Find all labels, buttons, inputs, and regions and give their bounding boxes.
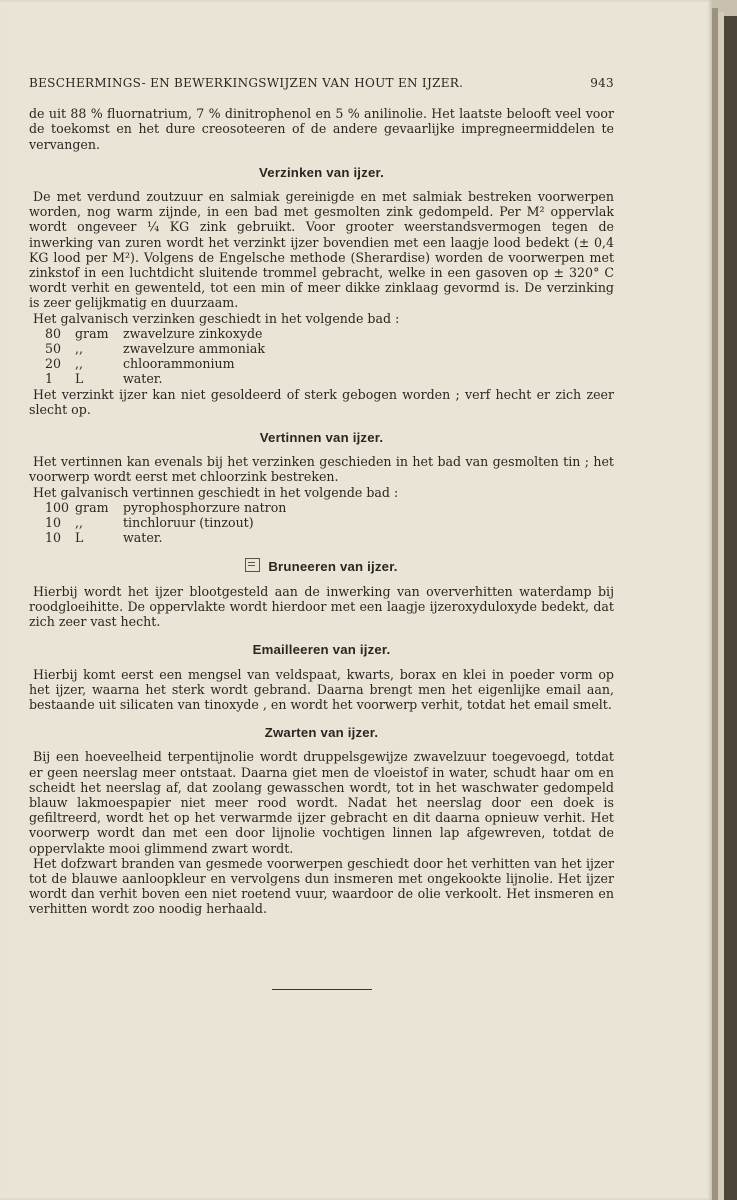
recipe-unit: gram xyxy=(75,499,109,515)
paragraph: Het dofzwart branden van gesmede voorwerpen geschiedt door het verhitten van het ijzer tot de blauwe aanloopkleur en vervolgens dun insmeren met ongekookte lijnolie. Het ijzer wordt dan verhit boven een niet roetend vuur, waardoor de olie verkoolt. Het insmeren en verhitten wordt zoo noodig herhaald. xyxy=(29,855,614,917)
recipe-qty: 1 xyxy=(45,371,54,387)
recipe-substance: zwavelzure ammoniak xyxy=(123,341,265,357)
recipe-qty: 10 xyxy=(45,530,62,546)
paragraph: Het galvanisch verzinken geschiedt in het volgende bad : xyxy=(33,310,400,326)
recipe-unit: ,, xyxy=(75,356,84,372)
recipe-qty: 100 xyxy=(45,499,70,515)
end-rule xyxy=(272,989,372,990)
recipe-substance: tinchloruur (tinzout) xyxy=(123,515,254,531)
recipe-unit: ,, xyxy=(75,341,84,357)
paragraph: Het verzinkt ijzer kan niet gesoldeerd of sterk gebogen worden ; verf hecht er zich zeer slecht op. xyxy=(29,386,614,417)
paragraph: Het galvanisch vertinnen geschiedt in het volgende bad : xyxy=(33,484,399,500)
paragraph: Het vertinnen kan evenals bij het verzinken geschieden in het bad van gesmolten tin ; het voorwerp wordt eerst met chloorzink bestreken. xyxy=(29,454,614,485)
recipe-unit: L xyxy=(75,371,84,387)
recipe-substance: zwavelzure zinkoxyde xyxy=(123,325,263,341)
paragraph: Bij een hoeveelheid terpentijnolie wordt druppelsgewijze zwavelzuur toegevoegd, totdat er geen neerslag meer ontstaat. Daarna giet men de vloeistof in water, schudt haar om en scheidt het neerslag af, dat zoolang gewasschen wordt, tot in het waschwater gedompeld blauw lakmoespapier niet meer rood wordt. Nadat het neerslag door een doek is gefiltreerd, wordt het op het verwarmde ijzer gebracht en dit daarna opnieuw verhit. Het voorwerp wordt dan met een door lijnolie vochtigen linnen lap afgewreven, totdat de oppervlakte mooi glimmend zwart wordt. xyxy=(29,749,614,856)
running-head-title: BESCHERMINGS- EN BEWERKINGSWIJZEN VAN HOUT EN IJZER. xyxy=(29,76,464,90)
recipe-unit: ,, xyxy=(75,515,84,531)
list-item xyxy=(29,326,614,341)
page-content xyxy=(29,76,614,990)
section-title-vertinnen: Vertinnen van ijzer. xyxy=(259,430,384,446)
paragraph: Hierbij komt eerst een mengsel van veldspaat, kwarts, borax en klei in poeder vorm op het ijzer, waarna het sterk wordt gebrand. Daarna brengt men het eigenlijke email aan, bestaande uit silicaten van tinoxyde , en wordt het voorwerp verhit, totdat het email smelt. xyxy=(29,666,614,712)
list-item xyxy=(29,356,614,371)
recipe-substance: pyrophosphorzure natron xyxy=(123,499,287,515)
recipe-unit: gram xyxy=(75,325,109,341)
recipe-substance: water. xyxy=(123,530,163,546)
recipe-list-vertinnen xyxy=(29,500,614,546)
paragraph: De met verdund zoutzuur en salmiak gereinigde en met salmiak bestreken voorwerpen worden, nog warm zijnde, in een bad met gesmolten zink gedompeld. Per M² oppervlak wordt ongeveer ¼ KG zink gebruikt. Voor grooter weerstandsvermogen tegen de inwerking van zuren wordt het verzinkt ijzer bovendien met een laagje lood bedekt (± 0,4 KG lood per M²). Volgens de Engelsche methode (Sherardise) worden de voorwerpen met zinkstof in een luchtdicht sluitende trommel gebracht, welke in een gasoven op ± 320° C wordt verhit en gewenteld, tot een min of meer dikke zinklaag gevormd is. De verzinking is zeer gelijkmatig en duurzaam. xyxy=(29,189,614,311)
recipe-qty: 10 xyxy=(45,515,62,531)
list-item xyxy=(29,341,614,356)
list-item xyxy=(29,500,614,515)
paragraph: Hierbij wordt het ijzer blootgesteld aan de inwerking van oververhitten waterdamp bij roodgloeihitte. De oppervlakte wordt hierdoor met een laagje ijzeroxyduloxyde bedekt, dat zich zeer vast hecht. xyxy=(29,583,614,630)
list-item xyxy=(29,515,614,530)
section-title-zwarten: Zwarten van ijzer. xyxy=(264,725,379,741)
recipe-qty: 20 xyxy=(45,356,62,372)
list-item xyxy=(29,371,614,386)
bookmark-icon xyxy=(245,558,260,572)
recipe-substance: chloorammonium xyxy=(123,356,235,372)
running-head xyxy=(29,76,614,91)
page-number: 943 xyxy=(590,76,614,90)
page-edge xyxy=(724,16,737,1200)
recipe-list-verzinken xyxy=(29,326,614,387)
recipe-qty: 80 xyxy=(45,325,62,341)
section-title-text: Bruneeren van ijzer. xyxy=(268,559,398,575)
section-title-emailleeren: Emailleeren van ijzer. xyxy=(252,642,391,658)
section-title-verzinken: Verzinken van ijzer. xyxy=(259,164,384,180)
section-title-bruneeren xyxy=(29,558,614,574)
recipe-substance: water. xyxy=(123,371,163,387)
list-item xyxy=(29,530,614,545)
recipe-unit: L xyxy=(75,530,84,546)
intro-paragraph: de uit 88 % fluornatrium, 7 % dinitrophenol en 5 % anilinolie. Het laatste belooft veel voor de toekomst en het dure creosoteeren of de andere gevaarlijke impregneermiddelen te vervangen. xyxy=(29,106,614,152)
recipe-qty: 50 xyxy=(45,341,62,357)
